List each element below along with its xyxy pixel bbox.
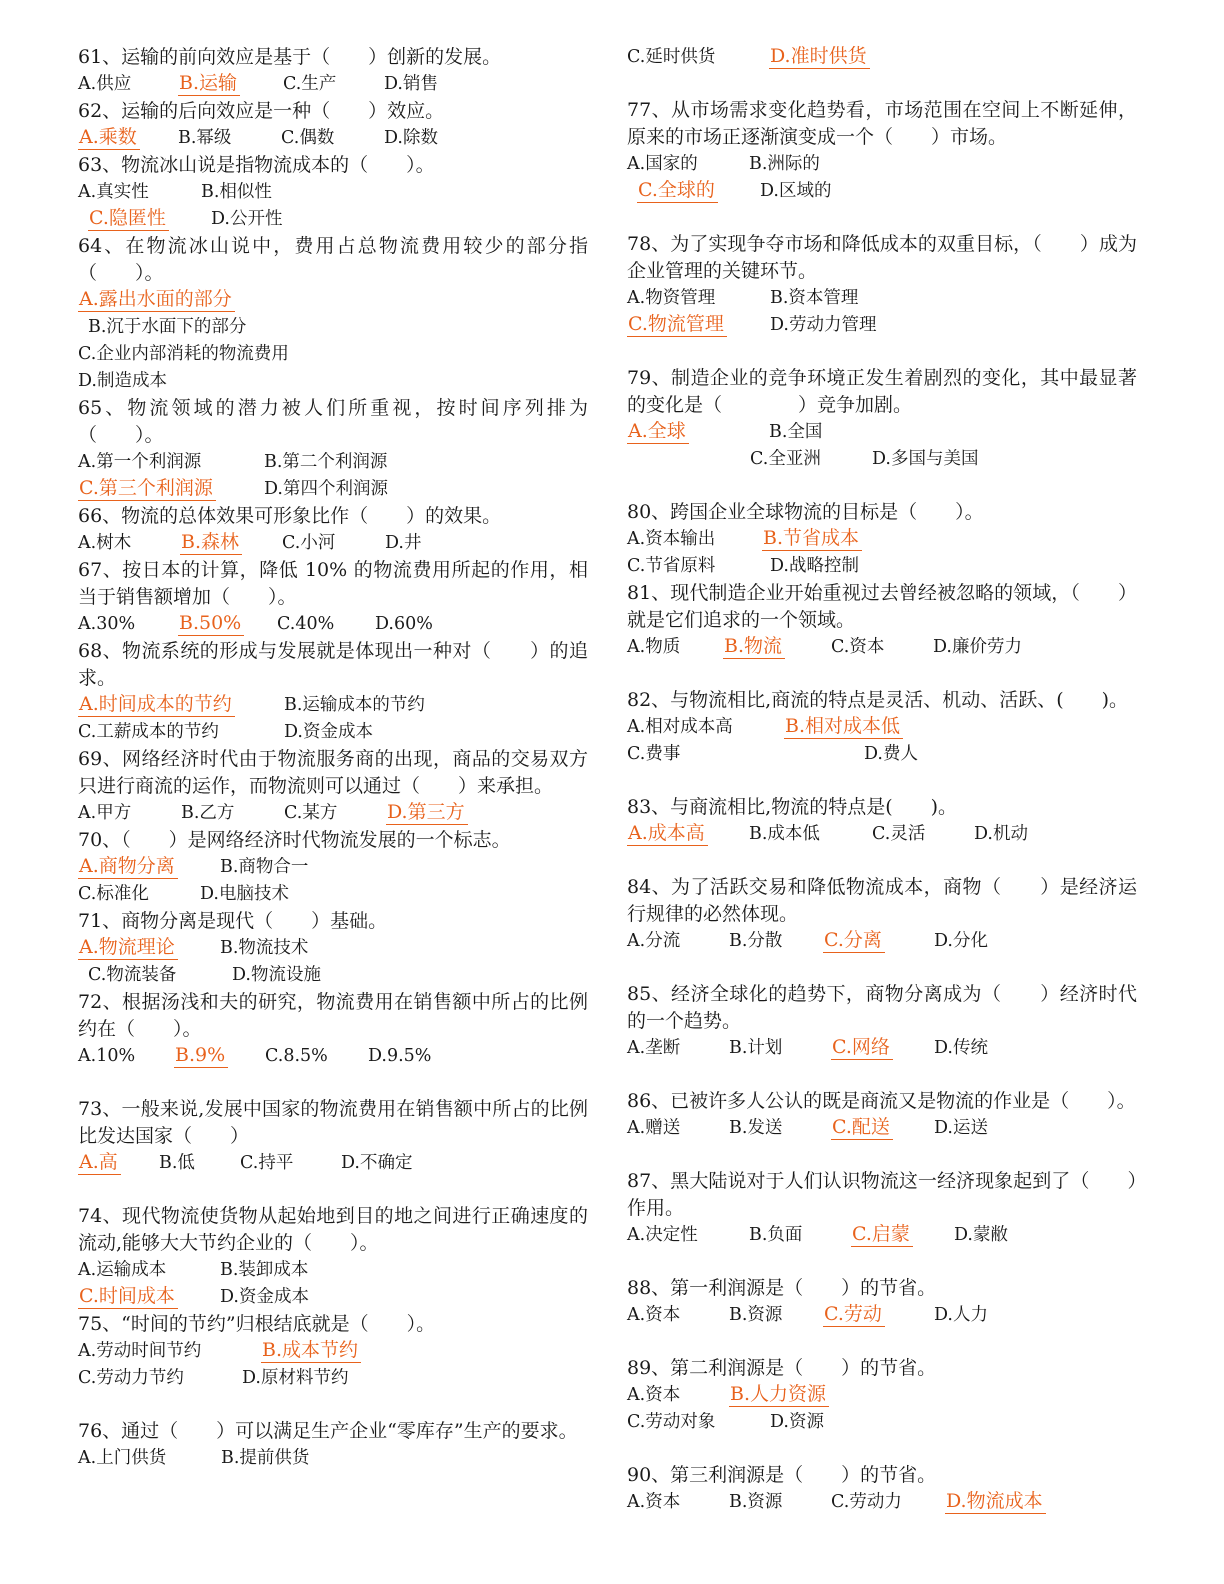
answer-option: B.物流技术 — [220, 938, 309, 958]
answer-option: D.9.5% — [368, 1046, 432, 1066]
correct-answer-option: B.节省成本 — [762, 526, 862, 551]
option-row — [78, 962, 588, 989]
question-74 — [78, 1203, 588, 1311]
answer-option: A.决定性 — [627, 1225, 698, 1245]
answer-option: A.垄断 — [627, 1038, 681, 1058]
correct-answer-option: A.时间成本的节约 — [78, 692, 235, 717]
answer-option: B.幂级 — [178, 128, 232, 148]
option-row — [78, 800, 588, 827]
question-61 — [78, 44, 588, 98]
correct-answer-option: C.网络 — [831, 1035, 893, 1060]
spacer — [627, 1436, 1137, 1462]
question-text: 68、物流系统的形成与发展就是体现出一种对（ ）的追求。 — [78, 640, 588, 689]
answer-option: A.国家的 — [627, 154, 698, 174]
spacer — [78, 1177, 588, 1203]
option-row — [78, 854, 588, 881]
option-row — [627, 446, 1137, 473]
answer-option: D.多国与美国 — [872, 449, 979, 469]
answer-option: D.蒙敝 — [954, 1225, 1008, 1245]
question-text: 67、按日本的计算，降低 10% 的物流费用所起的作用，相当于销售额增加（ ）。 — [78, 559, 588, 608]
answer-option: D.制造成本 — [78, 371, 167, 391]
answer-option: C.偶数 — [281, 128, 335, 148]
correct-answer-option: C.物流管理 — [627, 312, 727, 337]
correct-answer-option: D.物流成本 — [945, 1489, 1046, 1514]
option-row — [78, 881, 588, 908]
option-row — [78, 125, 588, 152]
answer-option: D.第四个利润源 — [264, 479, 388, 499]
option-row — [78, 1338, 588, 1365]
answer-option: B.成本低 — [749, 824, 820, 844]
question-70 — [78, 827, 588, 908]
answer-option: B.资源 — [729, 1305, 783, 1325]
answer-option: D.资金成本 — [284, 722, 373, 742]
question-69 — [78, 746, 588, 827]
option-row — [78, 1257, 588, 1284]
spacer — [627, 955, 1137, 981]
right-column — [627, 44, 1137, 1516]
option-row — [78, 935, 588, 962]
question-83 — [627, 794, 1137, 848]
spacer — [627, 1329, 1137, 1355]
answer-option: C.劳动力节约 — [78, 1368, 184, 1388]
question-text: 90、第三利润源是（ ）的节省。 — [627, 1464, 937, 1486]
option-row — [627, 1035, 1137, 1062]
option-row — [627, 1409, 1137, 1436]
correct-answer-option: B.运输 — [178, 71, 240, 96]
question-79 — [627, 365, 1137, 473]
question-text: 70、（ ）是网络经济时代物流发展的一个标志。 — [78, 829, 511, 851]
answer-option: B.全国 — [769, 422, 823, 442]
question-text: 81、现代制造企业开始重视过去曾经被忽略的领域，（ ）就是它们追求的一个领域。 — [627, 582, 1137, 631]
correct-answer-option: A.成本高 — [627, 821, 708, 846]
question-text: 78、为了实现争夺市场和降低成本的双重目标，（ ）成为企业管理的关键环节。 — [627, 233, 1137, 282]
answer-option: D.运送 — [934, 1118, 988, 1138]
question-66 — [78, 503, 588, 557]
question-64 — [78, 233, 588, 395]
answer-option: C.小河 — [282, 533, 336, 553]
answer-option: A.10% — [78, 1046, 136, 1066]
question-text: 87、黑大陆说对于人们认识物流这一经济现象起到了（ ）作用。 — [627, 1170, 1137, 1219]
question-63 — [78, 152, 588, 233]
spacer — [627, 661, 1137, 687]
spacer — [627, 205, 1137, 231]
question-text: 88、第一利润源是（ ）的节省。 — [627, 1277, 937, 1299]
correct-answer-option: A.高 — [78, 1150, 121, 1175]
question-85 — [627, 981, 1137, 1062]
question-81 — [627, 580, 1137, 661]
correct-answer-option: D.准时供货 — [769, 44, 870, 69]
answer-option: C.企业内部消耗的物流费用 — [78, 344, 289, 364]
question-text: 64、在物流冰山说中，费用占总物流费用较少的部分指（ ）。 — [78, 235, 588, 284]
option-row — [78, 1284, 588, 1311]
correct-answer-option: C.第三个利润源 — [78, 476, 216, 501]
option-row — [78, 341, 588, 368]
option-row — [78, 1043, 588, 1070]
correct-answer-option: C.全球的 — [637, 178, 718, 203]
question-80 — [627, 499, 1137, 580]
question-67 — [78, 557, 588, 638]
question-88 — [627, 1275, 1137, 1329]
answer-option: D.传统 — [934, 1038, 988, 1058]
answer-option: A.资本输出 — [627, 529, 716, 549]
answer-option: D.电脑技术 — [200, 884, 289, 904]
option-row — [627, 312, 1137, 339]
question-text: 74、现代物流使货物从起始地到目的地之间进行正确速度的流动,能够大大节约企业的（ ）。 — [78, 1205, 588, 1254]
option-row — [627, 419, 1137, 446]
question-text: 71、商物分离是现代（ ）基础。 — [78, 910, 388, 932]
question-text: 69、网络经济时代由于物流服务商的出现，商品的交易双方只进行商流的运作，而物流则可以通过（ ）来承担。 — [78, 748, 588, 797]
answer-option: A.劳动时间节约 — [78, 1341, 202, 1361]
answer-option: A.分流 — [627, 931, 681, 951]
answer-option: B.相似性 — [201, 182, 272, 202]
option-row — [627, 821, 1137, 848]
answer-option: C.延时供货 — [627, 47, 716, 67]
question-65 — [78, 395, 588, 503]
question-text: 82、与物流相比,商流的特点是灵活、机动、活跃、( )。 — [627, 689, 1129, 711]
question-77 — [627, 97, 1137, 205]
question-text: 89、第二利润源是（ ）的节省。 — [627, 1357, 937, 1379]
answer-option: C.持平 — [240, 1153, 294, 1173]
answer-option: A.供应 — [78, 74, 132, 94]
answer-option: C.生产 — [283, 74, 337, 94]
question-62 — [78, 98, 588, 152]
correct-answer-option: A.露出水面的部分 — [78, 287, 235, 312]
option-row — [627, 714, 1137, 741]
correct-answer-option: A.物流理论 — [78, 935, 178, 960]
option-row — [78, 719, 588, 746]
spacer — [78, 1070, 588, 1096]
answer-option: C.8.5% — [265, 1046, 328, 1066]
question-89 — [627, 1355, 1137, 1436]
answer-option: C.全亚洲 — [750, 449, 821, 469]
correct-answer-option: B.人力资源 — [729, 1382, 829, 1407]
correct-answer-option: C.配送 — [831, 1115, 893, 1140]
question-82 — [627, 687, 1137, 768]
spacer — [627, 71, 1137, 97]
answer-option: A.树木 — [78, 533, 132, 553]
correct-answer-option: C.劳动 — [823, 1302, 885, 1327]
answer-option: B.发送 — [729, 1118, 783, 1138]
question-76-cont — [627, 44, 1137, 71]
question-text: 65、物流领域的潜力被人们所重视，按时间序列排为（ ）。 — [78, 397, 588, 446]
answer-option: A.赠送 — [627, 1118, 681, 1138]
spacer — [627, 473, 1137, 499]
option-row — [78, 287, 588, 314]
option-row — [78, 71, 588, 98]
answer-option: D.费人 — [864, 744, 918, 764]
option-row — [627, 1489, 1137, 1516]
spacer — [627, 848, 1137, 874]
correct-answer-option: B.9% — [174, 1043, 228, 1068]
question-text: 86、已被许多人公认的既是商流又是物流的作业是（ ）。 — [627, 1090, 1136, 1112]
correct-answer-option: C.分离 — [823, 928, 885, 953]
question-87 — [627, 1168, 1137, 1249]
answer-option: B.资本管理 — [770, 288, 859, 308]
option-row — [627, 1222, 1137, 1249]
question-86 — [627, 1088, 1137, 1142]
answer-option: A.运输成本 — [78, 1260, 167, 1280]
answer-option: C.标准化 — [78, 884, 149, 904]
question-text: 84、为了活跃交易和降低物流成本，商物（ ）是经济运行规律的必然体现。 — [627, 876, 1137, 925]
option-row — [627, 1382, 1137, 1409]
answer-option: B.低 — [159, 1153, 195, 1173]
question-text: 76、通过（ ）可以满足生产企业“零库存”生产的要求。 — [78, 1420, 578, 1442]
answer-option: A.物质 — [627, 637, 681, 657]
answer-option: A.真实性 — [78, 182, 149, 202]
answer-option: C.资本 — [831, 637, 885, 657]
answer-option: B.提前供货 — [221, 1448, 310, 1468]
left-column — [78, 44, 588, 1472]
answer-option: B.乙方 — [181, 803, 235, 823]
answer-option: D.分化 — [934, 931, 988, 951]
correct-answer-option: C.启蒙 — [851, 1222, 913, 1247]
answer-option: C.工薪成本的节约 — [78, 722, 219, 742]
question-75 — [78, 1311, 588, 1392]
spacer — [627, 1062, 1137, 1088]
spacer — [78, 1392, 588, 1418]
option-row — [78, 1150, 588, 1177]
answer-option: A.资本 — [627, 1492, 681, 1512]
question-text: 79、制造企业的竞争环境正发生着剧烈的变化，其中最显著的变化是（ ）竞争加剧。 — [627, 367, 1137, 416]
question-text: 77、从市场需求变化趋势看，市场范围在空间上不断延伸，原来的市场正逐渐演变成一个（ ）市场。 — [627, 99, 1137, 148]
correct-answer-option: B.物流 — [723, 634, 785, 659]
option-row — [627, 1302, 1137, 1329]
question-71 — [78, 908, 588, 989]
option-row — [78, 530, 588, 557]
answer-option: A.30% — [78, 614, 136, 634]
answer-option: B.洲际的 — [749, 154, 820, 174]
answer-option: A.第一个利润源 — [78, 452, 202, 472]
answer-option: B.商物合一 — [220, 857, 309, 877]
answer-option: D.资金成本 — [220, 1287, 309, 1307]
answer-option: C.某方 — [284, 803, 338, 823]
answer-option: B.计划 — [729, 1038, 783, 1058]
correct-answer-option: D.第三方 — [386, 800, 468, 825]
answer-option: D.机动 — [974, 824, 1028, 844]
option-row — [78, 1445, 588, 1472]
question-text: 66、物流的总体效果可形象比作（ ）的效果。 — [78, 505, 502, 527]
answer-option: D.除数 — [384, 128, 438, 148]
option-row — [627, 553, 1137, 580]
answer-option: D.公开性 — [211, 209, 283, 229]
option-row — [627, 1115, 1137, 1142]
correct-answer-option: A.商物分离 — [78, 854, 178, 879]
option-row — [78, 314, 588, 341]
answer-option: B.资源 — [729, 1492, 783, 1512]
spacer — [627, 1142, 1137, 1168]
question-72 — [78, 989, 588, 1070]
question-78 — [627, 231, 1137, 339]
question-text: 83、与商流相比,物流的特点是( )。 — [627, 796, 958, 818]
answer-option: C.劳动对象 — [627, 1412, 716, 1432]
question-76 — [78, 1418, 588, 1472]
option-row — [627, 44, 1137, 71]
answer-option: A.物资管理 — [627, 288, 716, 308]
question-text: 62、运输的后向效应是一种（ ）效应。 — [78, 100, 445, 122]
correct-answer-option: C.隐匿性 — [88, 206, 169, 231]
question-84 — [627, 874, 1137, 955]
option-row — [78, 206, 588, 233]
answer-option: C.40% — [277, 614, 335, 634]
option-row — [627, 151, 1137, 178]
correct-answer-option: A.乘数 — [78, 125, 140, 150]
option-row — [78, 1365, 588, 1392]
option-row — [78, 692, 588, 719]
option-row — [627, 285, 1137, 312]
question-text: 80、跨国企业全球物流的目标是（ ）。 — [627, 501, 984, 523]
question-text: 72、根据汤浅和夫的研究，物流费用在销售额中所占的比例约在（ ）。 — [78, 991, 588, 1040]
answer-option: D.销售 — [384, 74, 438, 94]
spacer — [627, 768, 1137, 794]
spacer — [627, 1249, 1137, 1275]
answer-option: D.区域的 — [760, 181, 832, 201]
question-text: 63、物流冰山说是指物流成本的（ ）。 — [78, 154, 435, 176]
option-row — [627, 928, 1137, 955]
question-73 — [78, 1096, 588, 1177]
question-text: 85、经济全球化的趋势下，商物分离成为（ ）经济时代的一个趋势。 — [627, 983, 1137, 1032]
answer-option: D.60% — [375, 614, 433, 634]
correct-answer-option: C.时间成本 — [78, 1284, 178, 1309]
answer-option: B.运输成本的节约 — [284, 695, 425, 715]
option-row — [627, 741, 1137, 768]
option-row — [78, 476, 588, 503]
answer-option: D.人力 — [934, 1305, 988, 1325]
question-text: 75、“时间的节约”归根结底就是（ ）。 — [78, 1313, 436, 1335]
correct-answer-option: B.相对成本低 — [784, 714, 903, 739]
correct-answer-option: A.全球 — [627, 419, 689, 444]
answer-option: A.资本 — [627, 1305, 681, 1325]
option-row — [78, 179, 588, 206]
option-row — [627, 526, 1137, 553]
option-row — [627, 178, 1137, 205]
answer-option: B.第二个利润源 — [264, 452, 388, 472]
correct-answer-option: B.森林 — [180, 530, 242, 555]
answer-option: D.劳动力管理 — [770, 315, 877, 335]
answer-option: D.资源 — [770, 1412, 824, 1432]
answer-option: D.廉价劳力 — [933, 637, 1022, 657]
question-text: 61、运输的前向效应是基于（ ）创新的发展。 — [78, 46, 502, 68]
answer-option: D.井 — [385, 533, 422, 553]
answer-option: D.原材料节约 — [242, 1368, 349, 1388]
question-text: 73、一般来说,发展中国家的物流费用在销售额中所占的比例比发达国家（ ） — [78, 1098, 588, 1147]
answer-option: C.劳动力 — [831, 1492, 902, 1512]
answer-option: C.节省原料 — [627, 556, 716, 576]
answer-option: A.相对成本高 — [627, 717, 733, 737]
question-90 — [627, 1462, 1137, 1516]
answer-option: D.战略控制 — [770, 556, 859, 576]
answer-option: B.负面 — [749, 1225, 803, 1245]
correct-answer-option: B.50% — [178, 611, 244, 636]
answer-option: A.甲方 — [78, 803, 132, 823]
correct-answer-option: B.成本节约 — [261, 1338, 361, 1363]
answer-option: C.费事 — [627, 744, 681, 764]
answer-option: D.不确定 — [341, 1153, 413, 1173]
option-row — [627, 634, 1137, 661]
answer-option: B.装卸成本 — [220, 1260, 309, 1280]
question-68 — [78, 638, 588, 746]
option-row — [78, 449, 588, 476]
answer-option: A.上门供货 — [78, 1448, 167, 1468]
answer-option: B.分散 — [729, 931, 783, 951]
answer-option: B.沉于水面下的部分 — [88, 317, 247, 337]
option-row — [78, 368, 588, 395]
answer-option: C.物流装备 — [88, 965, 177, 985]
answer-option: D.物流设施 — [232, 965, 321, 985]
answer-option: A.资本 — [627, 1385, 681, 1405]
spacer — [627, 339, 1137, 365]
answer-option: C.灵活 — [872, 824, 926, 844]
option-row — [78, 611, 588, 638]
